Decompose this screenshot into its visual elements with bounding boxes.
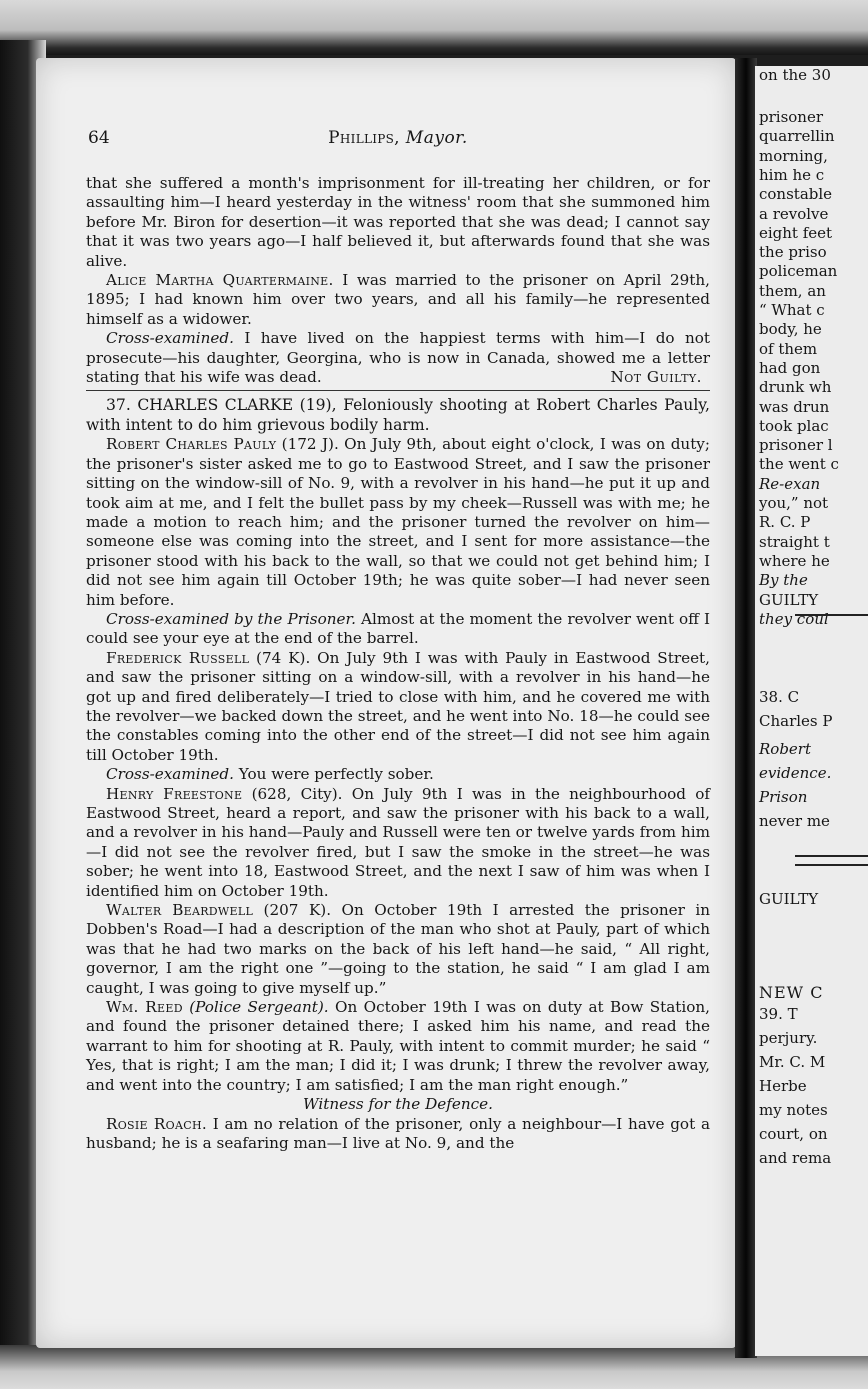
cross-examined-label: Cross-examined. (106, 765, 234, 784)
facing-page-line: Herbe (759, 1077, 807, 1095)
facing-page-line: perjury. (759, 1029, 818, 1047)
witness-name: Rosie Roach. (106, 1114, 207, 1133)
facing-page-line: policeman (759, 262, 838, 281)
facing-page-line: the priso (759, 243, 827, 262)
facing-page-line: body, he (759, 320, 822, 339)
defence-heading: Witness for the Defence. (303, 1095, 493, 1114)
facing-page-line: evidence. (759, 764, 832, 782)
witness-name: Walter Beardwell (106, 901, 254, 920)
witness-badge: (172 J). (276, 435, 339, 454)
paragraph-pauly (86, 435, 710, 610)
running-head-name: Phillips, (328, 128, 400, 148)
verdict: Not Guilty. (610, 368, 702, 387)
testimony-text: I am no relation of the prisoner, only a neighbour—I have got a husband; he is a seafaring man—I live at No. 9, and the (86, 1114, 710, 1152)
cross-examined-label: Cross-examined. (106, 329, 234, 348)
paragraph-quartermaine (86, 271, 710, 329)
testimony-text: I was married to the prisoner on April 29th, 1895; I had known him over two years, and all his family—he represented himself as a widower. (86, 271, 710, 328)
facing-page-line: and rema (759, 1149, 832, 1167)
facing-page-line: eight feet (759, 223, 833, 242)
facing-page-line: prisoner (759, 108, 824, 126)
facing-page-line: GUILTY (759, 890, 819, 908)
witness-badge: (207 K). (253, 901, 332, 920)
facing-page-line: straight t (759, 532, 830, 551)
paragraph-russell (86, 649, 710, 765)
page-header (88, 128, 708, 150)
paragraph-cross-examined-prisoner (86, 610, 710, 649)
case-heading: 37. CHARLES CLARKE (19), Feloniously shooting at Robert Charles Pauly, with intent to do him grievous bodily harm. (86, 396, 710, 434)
facing-page-line: constable (759, 185, 833, 204)
facing-page-rule (795, 614, 868, 616)
paragraph-roach (86, 1115, 710, 1154)
facing-page-line: Charles P (759, 712, 833, 730)
facing-page-line: them, an (759, 281, 826, 300)
running-head (88, 128, 708, 148)
witness-badge: (Police Sergeant). (182, 998, 329, 1017)
facing-page-line: Mr. C. M (759, 1053, 826, 1071)
paragraph-beardwell (86, 901, 710, 998)
facing-page-line: drunk wh (759, 378, 832, 397)
cross-examined-label: Cross-examined by the Prisoner. (106, 609, 356, 628)
facing-page-line: GUILTY (759, 590, 819, 609)
testimony-text: On July 9th, about eight o'clock, I was on duty; the prisoner's sister asked me to go to Eastwood Street, and I saw the prisoner sitting on the window-sill of No. 9, with a revolver in his hand—he put it up and took aim at me, and I felt the bullet pass by my cheek—Russell was with me; he made a motion to reach him; and the prisoner turned the revolver on him—someone else was coming into the street, and I sent for more assistance—the prisoner stood with his back to the wall, so that we could not get behind him; I did not see him again till October 19th; he was quite sober—I had never seen him before. (86, 435, 711, 609)
facing-page-line: on the 30 (759, 66, 831, 84)
facing-page-line: had gon (759, 358, 821, 377)
facing-page-line: the went c (759, 455, 839, 474)
facing-page-rule (795, 864, 868, 866)
paragraph-cross-examined-2 (86, 765, 710, 784)
facing-page-line: R. C. P (759, 513, 811, 532)
facing-page-line: “ What c (759, 301, 825, 319)
facing-page-line: Re-exan (759, 474, 821, 493)
scan-top-edge (0, 0, 868, 55)
witness-name: Henry Freestone (106, 784, 243, 803)
testimony-text: On July 9th I was with Pauly in Eastwood Street, and saw the prisoner sitting on a window-sill, with a revolver in his hand—he got up and fired deliberately—I tried to close with him, and he covered me with the revolver—we backed down the street, and he went into No. 18—he could see the constables coming into the other end of the street—I did not see him again till October 19th. (86, 648, 710, 764)
facing-page-line: 38. C (759, 688, 800, 706)
testimony-text: You were perfectly sober. (233, 765, 434, 784)
facing-page-line: was drun (759, 397, 830, 416)
facing-page-line: Prison (759, 788, 808, 806)
facing-page-line: my notes (759, 1101, 828, 1119)
paragraph-cross-examined (86, 329, 710, 387)
facing-page-line: prisoner l (759, 436, 833, 455)
facing-page-line: where he (759, 551, 830, 570)
page-body (86, 174, 710, 1153)
facing-page-line: a revolve (759, 204, 829, 223)
facing-page-line: By the (759, 571, 808, 590)
facing-page-line: took plac (759, 416, 829, 435)
witness-badge: (628, City). (242, 784, 343, 803)
book-gutter (735, 58, 757, 1358)
witness-name: Wm. Reed (106, 998, 183, 1017)
facing-page-line: Robert (759, 740, 812, 758)
witness-name: Robert Charles Pauly (106, 435, 277, 454)
facing-page-fragment (755, 66, 868, 1356)
paragraph-reed (86, 998, 710, 1095)
facing-page-line: of them (759, 339, 818, 358)
facing-page-line: court, on (759, 1125, 828, 1143)
facing-page-line: never me (759, 812, 830, 830)
testimony-text: On October 19th I arrested the prisoner in Dobben's Road—I had a description of the man who shot at Pauly, part of which was that he had two marks on the back of his left hand—he said, “ All right, governor, I am the right one ”—going to the station, he said “ I am glad I am caught, I was going to give myself up.” (86, 901, 711, 997)
witness-badge: (74 K). (249, 648, 311, 667)
facing-page-line: quarrellin (759, 127, 835, 146)
case-divider (86, 390, 710, 391)
facing-page-line: morning, (759, 146, 828, 165)
testimony-text: Almost at the moment the revolver went off I could see your eye at the end of the barrel. (86, 609, 710, 648)
witness-name: Frederick Russell (106, 648, 250, 667)
facing-page-line: 39. T (759, 1005, 798, 1023)
running-head-title: Mayor. (405, 128, 468, 148)
testimony-text: I have lived on the happiest terms with him—I do not prosecute—his daughter, Georgina, who is now in Canada, showed me a letter stating that his wife was dead. (86, 329, 710, 387)
paragraph-freestone (86, 785, 710, 901)
facing-page-rule (795, 855, 868, 857)
page-number: 64 (88, 128, 110, 148)
facing-page-line: him he c (759, 165, 825, 184)
testimony-text: On July 9th I was in the neighbourhood of Eastwood Street, heard a report, and saw the prisoner with his back to a wall, and a revolver in his hand—Pauly and Russell were ten or twelve yards from him—I did not see the revolver fired, but I saw the smoke in the street—he was sober; he went into 18, Eastwood Street, and the next I saw of him was when I identified him on October 19th. (86, 784, 710, 900)
testimony-text: On October 19th I was on duty at Bow Station, and found the prisoner detained there; I asked him his name, and read the warrant to him for shooting at R. Pauly, with intent to commit murder; he said “ Yes, that is right; I am the man; I did it; I was drunk; I threw the revolver away, and went into the country; I am satisfied; I am the man right enough.” (86, 998, 711, 1094)
facing-page-line: NEW C (759, 983, 824, 1002)
witness-name: Alice Martha Quartermaine. (106, 271, 334, 290)
paragraph-continuation: that she suffered a month's imprisonment for ill-treating her children, or for assaulting him—I heard yesterday in the witness' room that she summoned him before Mr. Biron for desertion—it was reported that she was dead; I cannot say that it was two years ago—I half believed it, but afterwards found that she was alive. (86, 174, 710, 270)
facing-page-line: they coul (759, 609, 829, 628)
facing-page-line: you,” not (759, 494, 829, 512)
